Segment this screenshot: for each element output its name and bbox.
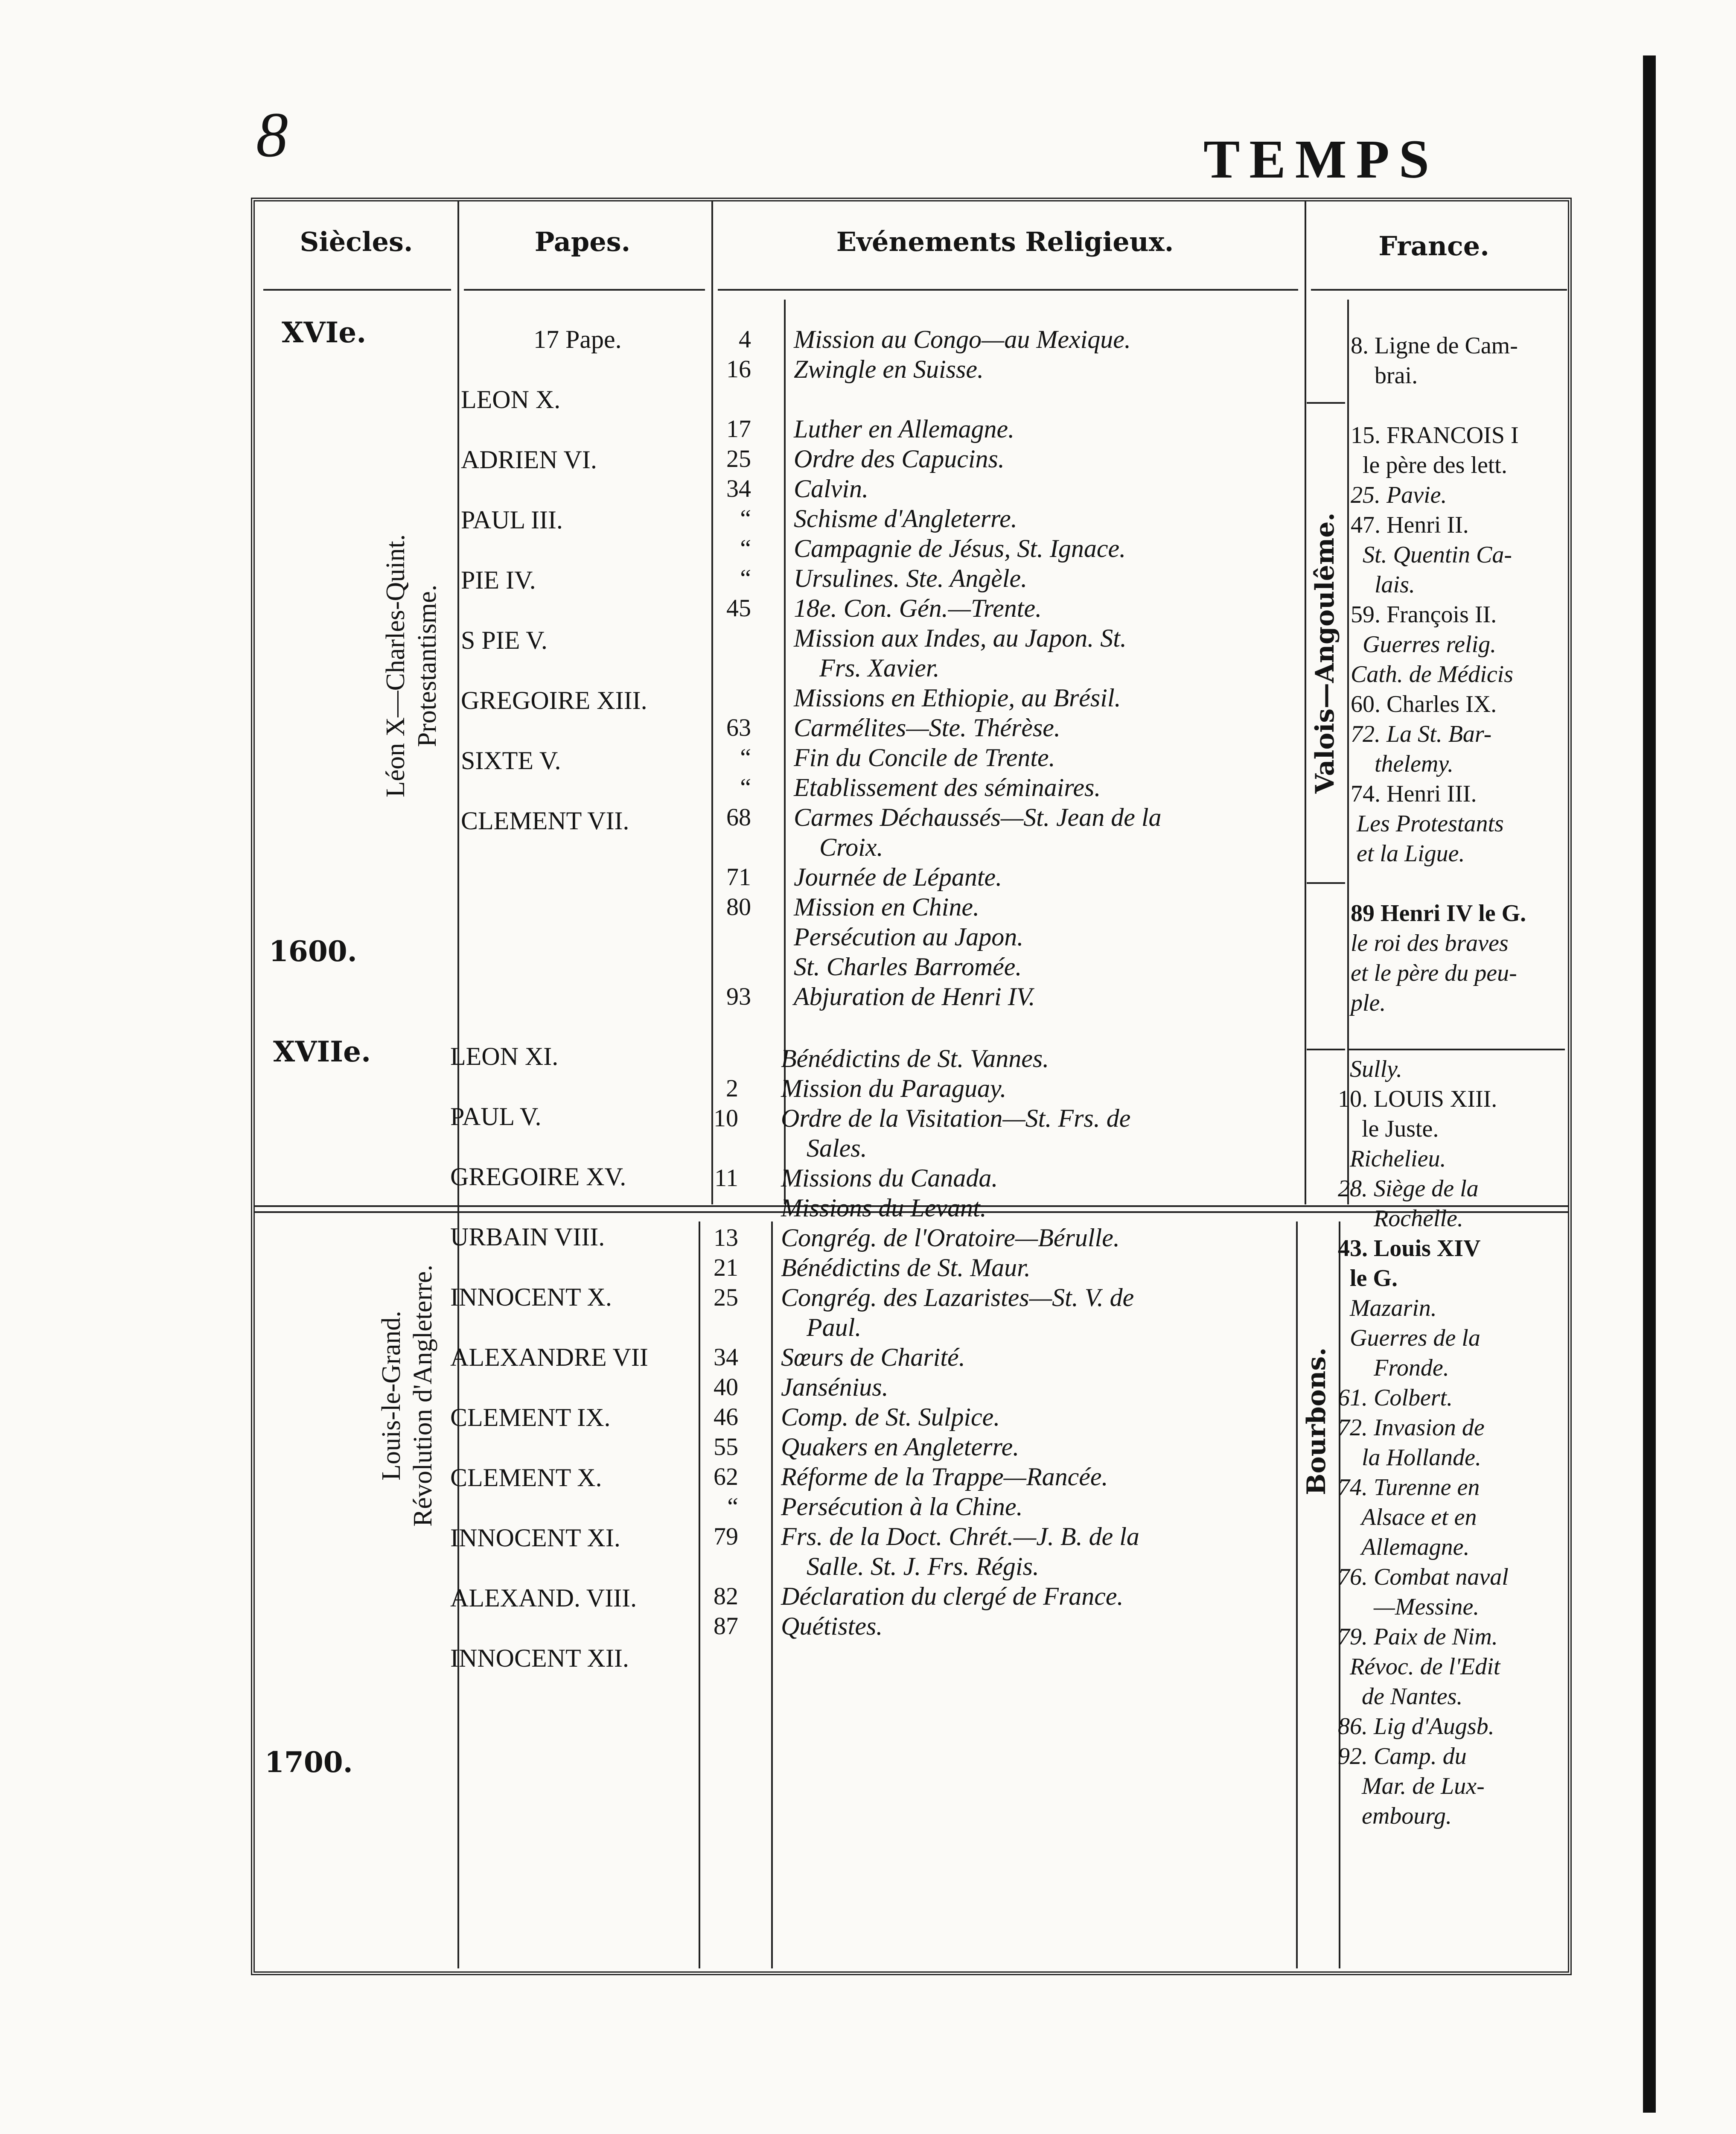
event-text: Carmes Déchaussés—St. Jean de la [794, 803, 1162, 831]
event-text: Frs. Xavier. [794, 654, 940, 682]
france-entry: le Juste. [1338, 1116, 1439, 1142]
event-text: Mission aux Indes, au Japon. St. [794, 624, 1127, 652]
france-entry: 72. La St. Bar- [1351, 721, 1492, 747]
event-year: 80 [726, 893, 751, 921]
france-entry: St. Quentin Ca- [1351, 542, 1512, 568]
event-text: Paul. [781, 1313, 862, 1341]
pope-name: INNOCENT XI. [450, 1524, 620, 1552]
side-note-xvi-line2: Protestantisme. [413, 584, 442, 747]
pope-name: LEON X. [461, 385, 561, 414]
event-text: Calvin. [794, 475, 868, 503]
header-siecles: Siècles. [300, 226, 413, 257]
event-text: Frs. de la Doct. Chrét.—J. B. de la [781, 1522, 1139, 1551]
france-entry: 74. Henri III. [1351, 781, 1477, 807]
event-text: Zwingle en Suisse. [794, 355, 984, 383]
side-note-xvii [376, 1161, 444, 1630]
pope-name: ALEXAND. VIII. [450, 1584, 637, 1612]
event-year: 46 [714, 1403, 738, 1431]
col-divider-4 [1305, 201, 1306, 1204]
france-entry: Richelieu. [1338, 1146, 1446, 1172]
event-year: 63 [726, 714, 751, 741]
dynasty-tick-4 [1347, 1049, 1565, 1050]
event-year: 34 [726, 475, 751, 502]
france-entry: 86. Lig d'Augsb. [1338, 1713, 1494, 1740]
event-text: Mission au Congo—au Mexique. [794, 325, 1131, 353]
event-year: 25 [726, 445, 751, 472]
france-entry: le roi des braves [1351, 930, 1509, 956]
france-entry: brai. [1351, 362, 1418, 389]
france-entry: Guerres de la [1338, 1325, 1480, 1351]
event-text: Croix. [794, 833, 883, 861]
france-entry: embourg. [1338, 1803, 1452, 1829]
century-xvii: XVIIe. [273, 1035, 371, 1068]
event-year: 93 [726, 982, 751, 1010]
france-entry: 10. LOUIS XIII. [1338, 1086, 1497, 1112]
pope-name: GREGOIRE XV. [450, 1163, 626, 1191]
event-text: 18e. Con. Gén.—Trente. [794, 594, 1042, 622]
france-entry: Allemagne. [1338, 1534, 1470, 1560]
event-text: Missions du Canada. [781, 1164, 998, 1192]
event-text: Jansénius. [781, 1373, 888, 1401]
event-text: Quétistes. [781, 1612, 883, 1640]
header-rule-4 [1311, 289, 1567, 291]
event-year: 68 [726, 803, 751, 831]
event-year: 16 [726, 355, 751, 383]
event-text: Ordre de la Visitation—St. Frs. de [781, 1104, 1131, 1132]
dynasty-tick-2 [1307, 882, 1345, 884]
event-year: 34 [714, 1343, 738, 1371]
event-year: “ [727, 1493, 738, 1520]
france-entry: 79. Paix de Nim. [1338, 1624, 1498, 1650]
event-text: Persécution au Japon. [794, 923, 1024, 951]
france-entry: 59. François II. [1351, 601, 1497, 628]
dynasty-bourbons: Bourbons. [1302, 1347, 1331, 1496]
event-text: Etablissement des séminaires. [794, 773, 1101, 802]
header-rule-1 [263, 289, 451, 291]
event-text: Congrég. des Lazaristes—St. V. de [781, 1283, 1134, 1312]
pope-name: INNOCENT XII. [450, 1644, 629, 1672]
header-france: France. [1378, 230, 1489, 262]
event-text: Mission en Chine. [794, 893, 979, 921]
event-text: Journée de Lépante. [794, 863, 1002, 891]
event-year: “ [740, 773, 751, 801]
dynasty-tick-1 [1307, 402, 1345, 404]
france-entry: Guerres relig. [1351, 631, 1497, 658]
pope-name: GREGOIRE XIII. [461, 686, 647, 714]
france-entry: 61. Colbert. [1338, 1385, 1453, 1411]
france-entry: et la Ligue. [1351, 840, 1465, 867]
event-text: Missions du Levant. [781, 1194, 987, 1222]
france-entry: 15. FRANCOIS I [1351, 422, 1519, 449]
pope-name: CLEMENT VII. [461, 807, 629, 835]
pope-name: CLEMENT X. [450, 1463, 602, 1492]
event-text: Ursulines. Ste. Angèle. [794, 564, 1028, 592]
event-text: Persécution à la Chine. [781, 1493, 1023, 1521]
page-title: TEMPS [1203, 129, 1439, 189]
pope-name: S PIE V. [461, 626, 548, 654]
pope-name: PIE IV. [461, 566, 536, 594]
event-year: “ [740, 564, 751, 592]
event-text: Fin du Concile de Trente. [794, 743, 1055, 772]
event-year: 17 [726, 415, 751, 443]
france-entry: 76. Combat naval [1338, 1564, 1509, 1590]
france-entry: —Messine. [1338, 1594, 1480, 1620]
pope-name: INNOCENT X. [450, 1283, 612, 1311]
france-entry: 72. Invasion de [1338, 1414, 1485, 1441]
side-note-xvi [380, 474, 448, 858]
france-entry: le G. [1338, 1265, 1398, 1291]
col-divider-1 [457, 201, 459, 1968]
france-entry: 47. Henri II. [1351, 512, 1469, 538]
event-year: “ [740, 504, 751, 532]
france-entry: Mar. de Lux- [1338, 1773, 1485, 1799]
france-entry: 60. Charles IX. [1351, 691, 1497, 717]
event-year: 82 [714, 1582, 738, 1610]
france-entry: 25. Pavie. [1351, 482, 1447, 508]
event-year: “ [740, 743, 751, 771]
event-year: 25 [714, 1283, 738, 1311]
france-entry: ple. [1351, 990, 1386, 1016]
dynasty-valois: Valois—Angoulême. [1310, 512, 1340, 794]
france-entry: 43. Louis XIV [1338, 1235, 1481, 1262]
event-year: 10 [714, 1104, 738, 1132]
event-text: Abjuration de Henri IV. [794, 982, 1035, 1011]
century-xvi: XVIe. [282, 316, 367, 349]
page-number: 8 [256, 99, 288, 170]
col-divider-4b [1296, 1222, 1298, 1968]
event-year: 62 [714, 1463, 738, 1490]
france-entry: Fronde. [1338, 1355, 1449, 1381]
pope-name: LEON XI. [450, 1042, 559, 1070]
france-entry: Rochelle. [1338, 1205, 1463, 1232]
event-text: Luther en Allemagne. [794, 415, 1015, 443]
event-text: Salle. St. J. Frs. Régis. [781, 1552, 1039, 1580]
event-text: Déclaration du clergé de France. [781, 1582, 1124, 1610]
pope-name: ALEXANDRE VII [450, 1343, 648, 1371]
pope-name: 17 Pape. [533, 325, 622, 353]
france-entry: 74. Turenne en [1338, 1474, 1480, 1501]
france-entry: Révoc. de l'Edit [1338, 1653, 1500, 1680]
france-entry: lais. [1351, 571, 1415, 598]
pope-name: CLEMENT IX. [450, 1403, 611, 1431]
france-entry: 89 Henri IV le G. [1351, 900, 1526, 927]
event-year: 79 [714, 1522, 738, 1550]
event-text: Mission du Paraguay. [781, 1074, 1007, 1102]
side-note-xvii-line1: Louis-le-Grand. [377, 1311, 406, 1481]
event-text: Quakers en Angleterre. [781, 1433, 1019, 1461]
dynasty-tick-3 [1307, 1049, 1345, 1050]
event-year: 55 [714, 1433, 738, 1461]
event-year: 13 [714, 1224, 738, 1251]
event-text: Sales. [781, 1134, 867, 1162]
pope-name: PAUL V. [450, 1102, 542, 1131]
event-text: Missions en Ethiopie, au Brésil. [794, 684, 1121, 712]
header-evenements: Evénements Religieux. [836, 226, 1174, 257]
france-entry: thelemy. [1351, 751, 1454, 777]
event-year: 11 [714, 1164, 738, 1192]
france-entry: et le père du peu- [1351, 960, 1517, 986]
france-entry: Alsace et en [1338, 1504, 1477, 1531]
event-year: 87 [714, 1612, 738, 1640]
event-text: Comp. de St. Sulpice. [781, 1403, 1000, 1431]
event-text: Campagnie de Jésus, St. Ignace. [794, 534, 1126, 563]
end-year-1600: 1600. [269, 935, 357, 968]
france-entry: de Nantes. [1338, 1683, 1463, 1710]
event-year: 71 [726, 863, 751, 891]
event-text: Sœurs de Charité. [781, 1343, 965, 1371]
binding-edge [1643, 55, 1656, 2113]
header-papes: Papes. [534, 226, 631, 257]
event-text: Congrég. de l'Oratoire—Bérulle. [781, 1224, 1120, 1252]
event-text: Schisme d'Angleterre. [794, 504, 1017, 533]
event-text: Bénédictins de St. Maur. [781, 1254, 1031, 1282]
header-rule-3 [718, 289, 1298, 291]
pope-name: SIXTE V. [461, 746, 561, 775]
event-text: Réforme de la Trappe—Rancée. [781, 1463, 1108, 1491]
france-entry: le père des lett. [1351, 452, 1507, 478]
france-entry: 28. Siège de la [1338, 1175, 1479, 1202]
event-year: “ [740, 534, 751, 562]
event-year: 40 [714, 1373, 738, 1401]
event-text: Ordre des Capucins. [794, 445, 1005, 473]
france-entry: 92. Camp. du [1338, 1743, 1467, 1770]
side-note-xvii-line2: Révolution d'Angleterre. [408, 1265, 437, 1527]
pope-name: PAUL III. [461, 506, 563, 534]
france-entry: 8. Ligne de Cam- [1351, 332, 1518, 359]
pope-name: URBAIN VIII. [450, 1223, 605, 1251]
event-year: 21 [714, 1254, 738, 1281]
side-note-xvi-line1: Léon X—Charles-Quint. [381, 534, 410, 798]
event-year: 4 [739, 325, 751, 353]
france-entry: la Hollande. [1338, 1444, 1481, 1471]
event-year: 45 [726, 594, 751, 622]
event-text: St. Charles Barromée. [794, 953, 1022, 981]
col-divider-3b [771, 1222, 773, 1968]
france-entry: Sully. [1338, 1056, 1402, 1082]
france-entry: Cath. de Médicis [1351, 661, 1514, 688]
event-text: Carmélites—Ste. Thérèse. [794, 714, 1060, 742]
france-entry: Les Protestants [1351, 810, 1504, 837]
france-entry: Mazarin. [1338, 1295, 1437, 1321]
pope-name: ADRIEN VI. [461, 446, 597, 474]
event-year: 2 [726, 1074, 738, 1102]
end-year-1700: 1700. [265, 1746, 353, 1779]
header-rule-2 [464, 289, 705, 291]
event-text: Bénédictins de St. Vannes. [781, 1044, 1049, 1073]
